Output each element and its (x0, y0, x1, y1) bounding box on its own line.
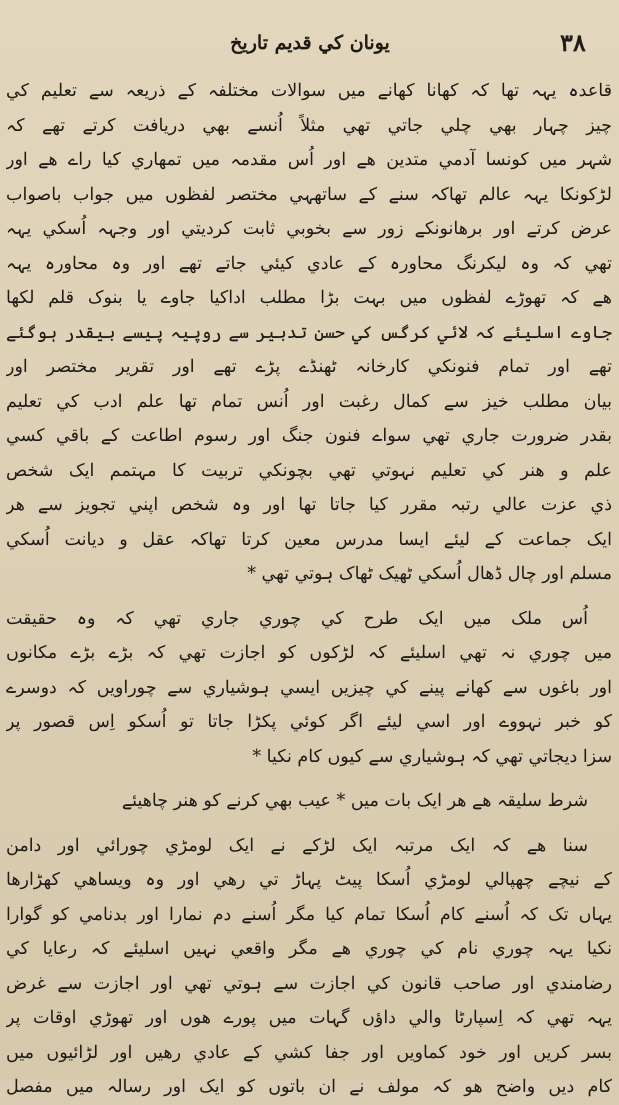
text-line: یہہ تھي کہ اِسپارٹا والي داؤں گہات میں پورے ھوں اور تھوڑي اوقات پر (6, 1008, 612, 1028)
text-line: کے نیچے چھپالي لومڑي اُسکا پیٹ پہاڑ تي رھي اور وہ ویساھي کھڑارھا (6, 870, 612, 890)
text-line: سزا دیجاتي تھي کہ ہوشیاري سے کیوں کام نکیا * (252, 746, 612, 767)
text-line: رضامندي اور صاحب قانون کي اجازت سے ہوتي تھي اور اجازت سے غرض (6, 973, 612, 994)
text-line: میں چوري نہ تھي اسلیئے کہ لڑکوں کو اجازت تھي کہ بڑے بڑے مکانوں (6, 643, 612, 663)
text-line: تھي کہ وہ لیکرنگ محاورہ کے عادي کیئي جاتے تھے اور وہ محاورہ یہہ (6, 253, 612, 274)
text-line: عرض کرتے اور برھانونکے زور سے بخوبي ثابت کردیتي اور وجہہ اُسکي یہہ (6, 219, 612, 239)
paragraph-gap (6, 819, 612, 829)
text-line: چیز چہار بھي چلي جاتي تھي مثلاً اُنسے بھي دریافت کرتے تھے کہ (6, 115, 612, 136)
text-line: بقدر ضرورت جاري تھي سواے فنون جنگ اور رسوم اطاعت کے باقي کسي (6, 426, 612, 446)
body-text (6, 74, 612, 1105)
running-title: یونان کي قدیم تاریخ (230, 32, 390, 54)
text-line: اور باغوں سے کھانے پینے کي چیزیں ایسي ہوشیاري سے چوراویں کہ دوسرے (6, 677, 612, 698)
text-line: اُس ملک میں ایک طرح کي چوري جاري تھي کہ وہ حقیقت (6, 608, 588, 629)
text-line: کو خبر نہووے اور اسي لیئے اگر کوئي پکڑا جاتا تو اُسکو اِس قصور پر (6, 712, 612, 732)
verse-line: شرط سلیقہ ھے ھر ایک بات میں * عیب بھي کرنے کو ھنر چاھیئے (121, 791, 588, 811)
text-line: نکیا یہہ چوري نام کي چوري ھے مگر واقعي نہیں اسلیئے کہ رعایا کي (6, 939, 612, 959)
paragraph-gap (6, 774, 612, 784)
text-line: بسر کریں اور خود کماویں اور جفا کشي کے عادي رھیں اور لڑائیوں میں (6, 1042, 612, 1063)
page-header (0, 28, 619, 68)
text-line: بیان مطلب خیز سے کمال رغبت اور اُنس تمام تھا علم ادب کي تعلیم (6, 391, 612, 412)
text-line: ایک جماعت کے لیئے ایسا مدرس معین کرتا تھاکہ عقل و دیانت اُسکي (6, 529, 612, 550)
text-line: یہاں تک کہ اُسنے کام اُسکا تمام کیا مگر اُسنے دم نمارا اور بدنامي کو گوارا (6, 904, 612, 925)
text-line: علم و ھنر کي تعلیم نہوتي تھي بچونکي تربیت کا مہتمم ایک شخص (6, 460, 612, 481)
text-line: ھے کہ تھوڑے لفظوں میں بہت بڑا مطلب اداکیا جاوے یا بنوک قلم لکھا (6, 288, 612, 308)
page-number: ۳۸ (560, 28, 586, 57)
text-line: شہر میں کونسا آدمي متدین ھے اور اُس مقدمہ میں تمھاري کیا راے ھے اور (6, 150, 612, 170)
text-line: جاوے اسلیئے کہ لائي کرگس کي حسن تدبیر سے روپیہ پیسے بیقدر ہوگئے (6, 322, 612, 343)
paragraph-gap (6, 592, 612, 602)
text-line: سنا ھے کہ ایک مرتبہ ایک لڑکے نے ایک لومڑي چورائي اور دامن (6, 835, 588, 856)
text-line: تھے اور تمام فنونکي کارخانہ ٹھنڈے پڑے تھے اور تقریر مختصر اور (6, 357, 612, 377)
text-line: کام دیں واضح ھو کہ مولف نے ان باتوں کو ایک اور رسالہ میں مفصل (6, 1077, 612, 1097)
text-line: ذي عزت عالي رتبہ مقرر کیا جاتا تھا اور وہ شخص اپني تجویز سے ھر (6, 495, 612, 515)
text-line: لڑکونکا یہہ عالم تھاکہ سنے کے ساتھہي مختصر لفظوں میں جواب باصواب (6, 184, 612, 205)
text-line: قاعدہ یہہ تھا کہ کھانا کھانے میں سوالات مختلفہ کے ذریعہ سے تعلیم کي (6, 81, 612, 101)
text-line: مسلم اور چال ڈھال اُسکي ٹھیک ٹھاک ہوتي تھي * (247, 564, 612, 584)
